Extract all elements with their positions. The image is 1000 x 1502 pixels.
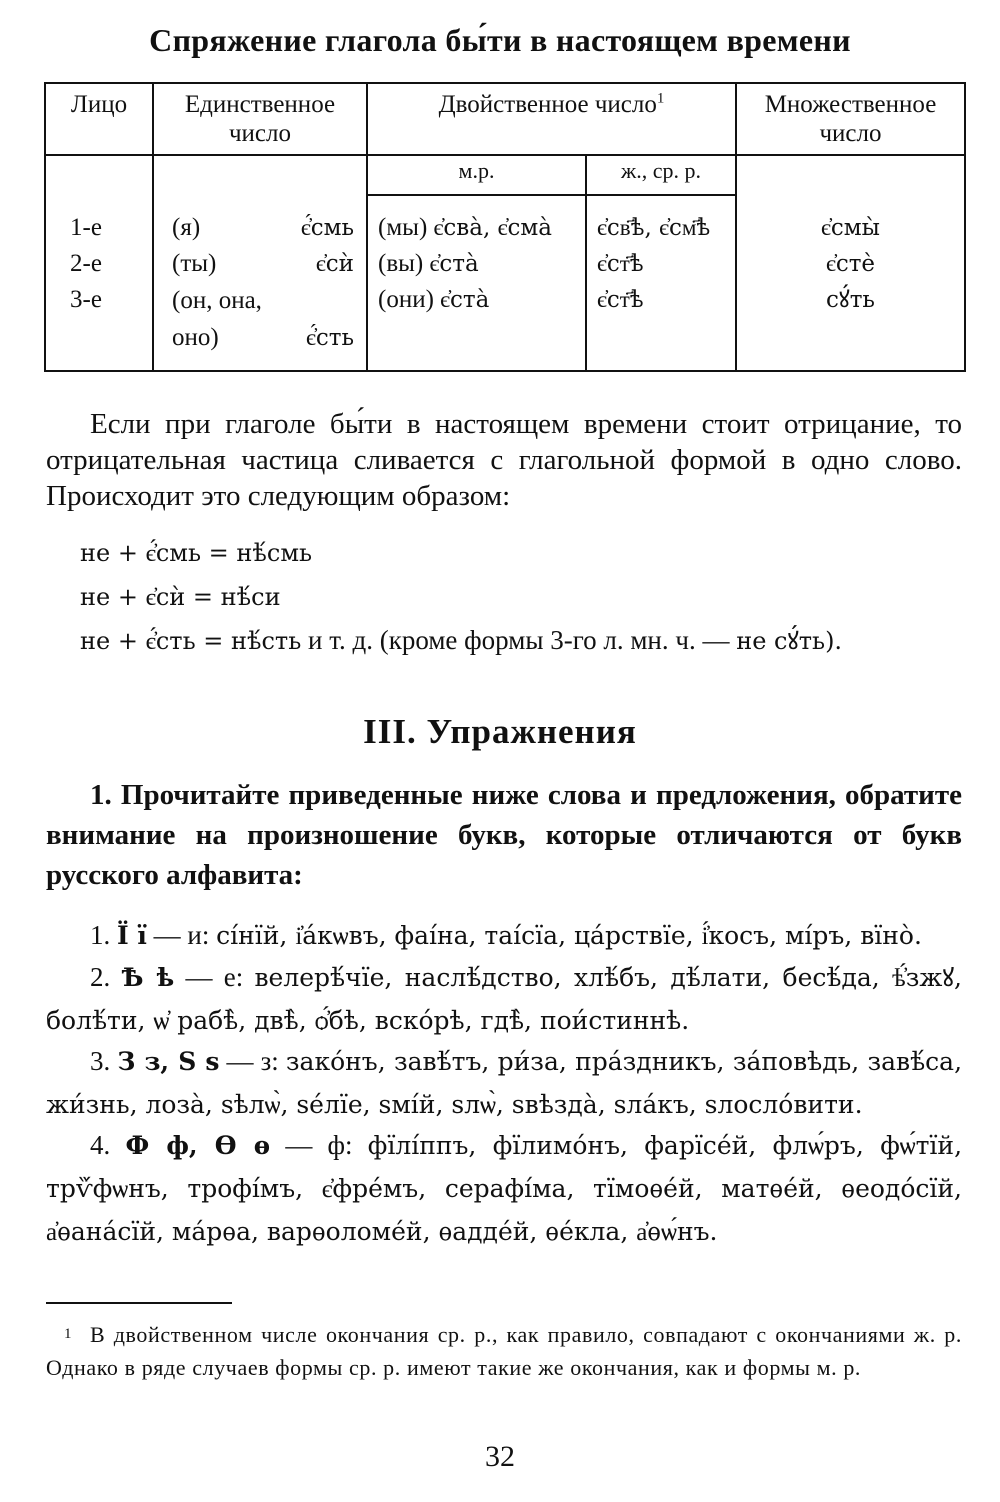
item-number: 3. [90, 1046, 111, 1076]
item-letters: З з, Ѕ ѕ [117, 1047, 220, 1076]
singular-row-1 [172, 210, 354, 246]
item-number: 2. [90, 962, 111, 992]
item-words: велерѣ́чїе, наслѣ́дство, хлѣ́бъ, дѣ́лати, бесѣ́да, ѣ҆́зжꙋ, болѣ́ти, ѡ҆ рабѣ̀, двѣ̀, ѻ҆́бѣ, вско́рѣ, гдѣ̀, пои́стиннѣ. [46, 963, 963, 1035]
plural-column [736, 155, 965, 371]
pronoun: (ты) [172, 250, 217, 277]
conjugation-table [44, 82, 966, 372]
pronoun-continued: (он, она, [172, 287, 262, 314]
person-2: 2-е [70, 250, 102, 277]
negation-paragraph: Если при глаголе бы́ти в настоящем времени стоит отрицание, то отрицательная частица сливается с глагольной формой в одно слово. Происходит это следующим образом: [46, 408, 962, 512]
singular-row-3 [172, 320, 354, 356]
example-note: и т. д. (кроме формы 3-го л. мн. ч. — [308, 625, 730, 655]
person-1: 1-е [70, 214, 102, 241]
verb-form: є҆́смь [300, 215, 354, 241]
person-3: 3-е [70, 286, 102, 313]
verb-form: є҆сѝ [315, 251, 354, 277]
task-1-instructions: 1. Прочитайте приведенные ниже слова и предложения, обратите внимание на произношение букв, которые отличаются от букв русского алфавита: [46, 779, 962, 891]
verb-form: є҆ста̀ [429, 251, 479, 277]
item-words: зако́нъ, завѣ́тъ, ри́за, пра́здникъ, за́повѣдь, завѣ́са, жи́знь, лоза̀, ѕѣлѡ̀, ѕе́лїе, ѕмі́й, ѕлѡ̀, ѕвѣзда̀, ѕла́къ, ѕлосло́вити. [46, 1047, 963, 1119]
exercise-item-4 [46, 1124, 962, 1253]
item-number: 4. [90, 1130, 111, 1160]
exercise-item-3 [46, 1040, 962, 1126]
singular-row-2 [172, 246, 354, 282]
header-dual-label: Двойственное число [438, 91, 657, 118]
example-text: не + є҆сѝ = нѣ́си [80, 583, 281, 611]
item-letters: Ѣ ѣ [121, 963, 175, 992]
footnote-ref: 1 [656, 90, 665, 107]
header-plural: Множественное число [736, 83, 965, 155]
header-singular: Единственное число [153, 83, 367, 155]
exercise-item-2 [46, 956, 962, 1042]
header-person: Лицо [45, 83, 153, 155]
dual-m-row-1 [378, 210, 579, 246]
subheader-masculine: м.р. [367, 155, 586, 195]
example-end: не сꙋ́ть). [736, 627, 843, 655]
item-letters: Ф ф, Ѳ ѳ [125, 1131, 271, 1160]
pronoun: (я) [172, 214, 201, 241]
exercise-item-1 [46, 914, 962, 957]
pronoun: (вы) [378, 250, 424, 277]
item-letters: Ї ї [117, 921, 147, 950]
dual-masculine-column [367, 195, 586, 371]
pronoun: (они) [378, 286, 434, 313]
item-words: сі́нїй, і҆а́кѡвъ, фаі́на, таі́сїа, ца́рствїе, і҆́косъ, мі́ръ, вїно̀. [216, 921, 922, 950]
header-dual [367, 83, 736, 155]
footnote [46, 1318, 962, 1384]
dual-f-form-3: є҆ст҃ѣ [597, 287, 644, 313]
verb-form: є҆ста̀ [440, 287, 490, 313]
dual-m-row-3 [378, 282, 579, 318]
person-column [45, 155, 153, 371]
example-3 [80, 620, 842, 661]
verb-form: є҆́сть [306, 325, 354, 351]
dual-f-form-1: є҆св҃ѣ, є҆см҃ѣ [597, 215, 711, 241]
singular-column [153, 155, 367, 371]
section-title: III. Упражнения [363, 712, 637, 751]
dual-m-row-2 [378, 246, 579, 282]
footnote-divider [46, 1302, 232, 1304]
page-number: 32 [485, 1440, 515, 1473]
pronoun: (мы) [378, 214, 428, 241]
item-words: фїлі́ппъ, фїлимо́нъ, фарїсе́й, флѡ́ръ, фѡ́тїй, трѷ́фѡнъ, трофі́мъ, є҆фре́мъ, серафі́ма, тїмоѳе́й, матѳе́й, ѳеодо́сїй, а҆ѳана́сїй, ма́рѳа, варѳоломе́й, ѳадде́й, ѳе́кла, а҆ѳѡ́нъ. [46, 1131, 963, 1246]
item-sound: — ф: [285, 1130, 353, 1160]
footnote-text: В двойственном числе окончания ср. р., как правило, совпадают с окончаниями ж. р. Однако в ряде случаев формы ср. р. имеют такие же окончания, как и формы м. р. [46, 1322, 962, 1380]
plural-form-1: є҆смы̀ [821, 215, 880, 241]
table-bottom-rule [45, 371, 965, 372]
example-text: не + є҆́смь = нѣ́смь [80, 539, 313, 567]
item-sound: — з: [226, 1046, 279, 1076]
page-title: Спряжение глагола бы́ти в настоящем времени [149, 22, 851, 58]
subheader-feminine-neuter: ж., ср. р. [586, 155, 736, 195]
item-sound: — е: [185, 962, 244, 992]
footnote-mark: 1 [63, 1326, 73, 1342]
item-sound: — и: [153, 920, 210, 950]
item-number: 1. [90, 920, 111, 950]
verb-form: є҆сва̀, є҆сма̀ [433, 215, 552, 241]
plural-form-3: сꙋ́ть [826, 287, 875, 313]
dual-feminine-column [586, 195, 736, 371]
example-2 [80, 576, 281, 617]
dual-f-form-2: є҆ст҃ѣ [597, 251, 644, 277]
plural-form-2: є҆стѐ [825, 251, 876, 277]
pronoun: оно) [172, 324, 219, 351]
example-text: не + є҆́сть = нѣ́сть [80, 627, 302, 655]
example-1 [80, 532, 312, 573]
